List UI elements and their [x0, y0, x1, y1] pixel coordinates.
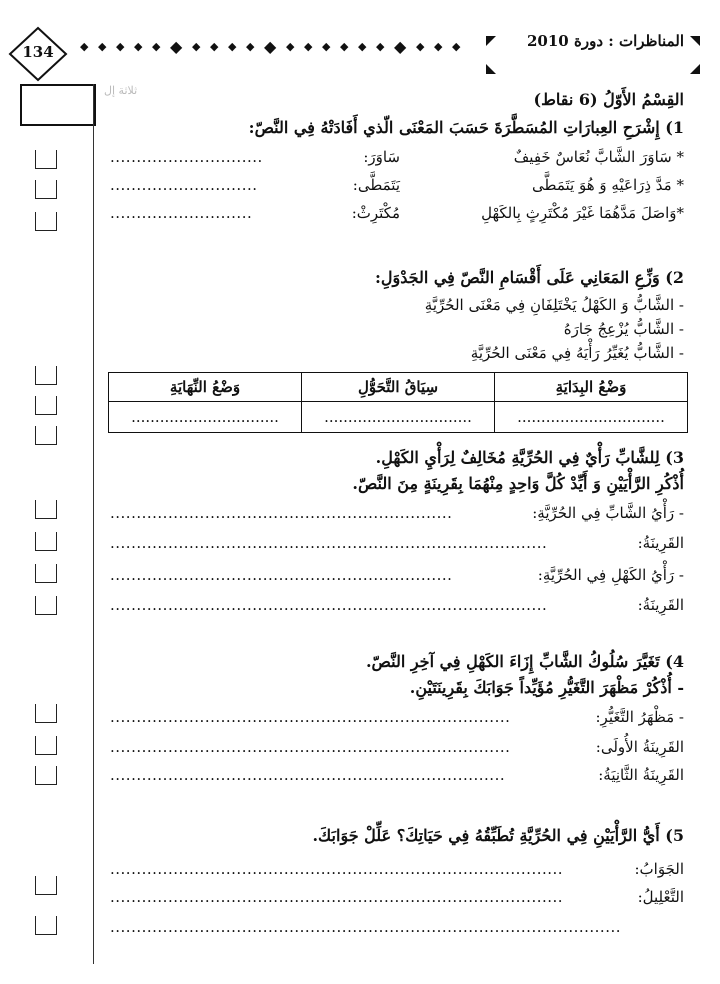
q3-line-label: - رَأْيُ الشَّابِّ فِي الحُرِّيَّةِ: [532, 504, 684, 522]
diamond-ornament: ◆ [358, 40, 367, 53]
q2-meaning-item: - الشَّابُّ يُغَيِّرُ رَأْيَهُ فِي مَعْنَى الحُرِّيَّةِ [470, 344, 684, 362]
section-title: القِسْمُ الأَوّلُ (6 نقاط) [533, 90, 684, 109]
grading-mark [35, 396, 57, 415]
diamond-ornament: ◆ [80, 40, 89, 53]
q4-line-label: - مَظْهَرُ التَّغَيُّرِ: [595, 708, 684, 726]
header-corner-mark [690, 64, 700, 74]
margin-line [93, 84, 94, 964]
q1-word: يَتَمَطَّى: [352, 176, 400, 194]
header-title: المناظرات : دورة 2010 [527, 32, 684, 50]
diamond-ornament: ◆ [98, 40, 107, 53]
diamond-ornament: ◆ [376, 40, 385, 53]
page-number: 134 [22, 43, 54, 61]
q3-answer-line: ................................................................. [110, 566, 453, 584]
q3-line-label: القَرِينَةُ: [637, 534, 684, 552]
q1-answer-line: ........................... [110, 204, 253, 222]
grading-mark [35, 212, 57, 231]
q3-answer-line: ................................................................. [110, 504, 453, 522]
question-3-heading: 3) لِلشَّابِّ رَأْيٌ فِي الحُرِّيَّةِ مُخَالِفٌ لِرَأْيِ الكَهْلِ. [375, 448, 684, 467]
grading-mark [35, 366, 57, 385]
q4-line-label: القَرِينَةُ الثَّانِيَةُ: [598, 766, 684, 784]
q2-meaning-item: - الشَّابُّ وَ الكَهْلُ يَخْتَلِفَانِ فِي مَعْنَى الحُرِّيَّةِ [424, 296, 684, 314]
grading-mark [35, 704, 57, 723]
diamond-ornament: ◆ [340, 40, 349, 53]
diamond-ornament: ◆ [452, 40, 461, 53]
grading-mark [35, 564, 57, 583]
q4-answer-line: ............................................................................ [110, 708, 511, 726]
diamond-ornament: ◆ [170, 37, 183, 56]
grading-mark [35, 876, 57, 895]
diamond-ornament: ◆ [152, 40, 161, 53]
table-header-cell: سِيَاقُ التَّحَوُّلِ [302, 373, 495, 402]
question-4-subheading: - أُذْكُرْ مَظْهَرَ التَّغَيُّرِ مُؤَيِّداً جَوَابَكَ بِقَرِينَتَيْنِ. [409, 678, 684, 697]
q3-answer-line: ................................................................................... [110, 534, 548, 552]
diamond-ornament: ◆ [210, 40, 219, 53]
diamond-ornament: ◆ [434, 40, 443, 53]
table-row [109, 402, 688, 433]
question-3-subheading: أُذْكُرِ الرَّأْيَيْنِ وَ أَيِّدْ كُلَّ وَاحِدٍ مِنْهُمَا بِقَرِينَةٍ مِنَ النَّصّ. [352, 474, 684, 493]
q1-answer-line: ............................. [110, 148, 263, 166]
question-4-heading: 4) تَغَيَّرَ سُلُوكُ الشَّابِّ إِزَاءَ الكَهْلِ فِي آخِرِ النَّصّ. [365, 652, 684, 671]
table-header-cell: وَضْعُ النِّهَايَةِ [109, 373, 302, 402]
table-answer-cell: ............................... [302, 402, 495, 433]
score-box [20, 84, 96, 126]
q4-line-label: القَرِينَةُ الأُولَى: [595, 738, 684, 756]
table-header-row [109, 373, 688, 402]
question-2-heading: 2) وَزِّعِ المَعَانِي عَلَى أَقْسَامِ النَّصّ فِي الجَدْوَلِ: [374, 268, 684, 287]
table-answer-cell: ............................... [109, 402, 302, 433]
q5-answer-line: ...................................................................................... [110, 888, 564, 906]
grading-mark [35, 500, 57, 519]
question-1-heading: 1) إِشْرَحِ العِبارَاتِ المُسَطَّرَةَ حَسَبَ المَعْنَى الّذي أَفَادَتْهُ فِي النَّصّ: [248, 118, 684, 137]
grading-mark [35, 150, 57, 169]
diamond-ornament: ◆ [304, 40, 313, 53]
q5-answer-line: ................................................................................................. [110, 918, 622, 936]
grading-mark [35, 180, 57, 199]
q5-answer-line: ...................................................................................... [110, 860, 564, 878]
q4-answer-line: ............................................................................ [110, 738, 511, 756]
grading-mark [35, 916, 57, 935]
q3-answer-line: ................................................................................... [110, 596, 548, 614]
q1-word: سَاوَرَ: [363, 148, 400, 166]
bleed-through-text: ثلاثة إل [104, 84, 138, 97]
diamond-ornament: ◆ [264, 37, 277, 56]
q4-answer-line: ........................................................................... [110, 766, 506, 784]
header-corner-mark [486, 36, 496, 46]
q5-line-label: التَّعْلِيلُ: [637, 888, 684, 906]
q1-answer-line: ............................ [110, 176, 258, 194]
diamond-ornament: ◆ [416, 40, 425, 53]
header-corner-mark [690, 36, 700, 46]
q1-phrase: *وَاصَلَ مَدَّهُمَا غَيْرَ مُكْتَرِثٍ بِالكَهْلِ [481, 204, 684, 222]
diamond-ornament: ◆ [246, 40, 255, 53]
diamond-ornament: ◆ [134, 40, 143, 53]
distribution-table [108, 372, 688, 433]
diamond-ornament: ◆ [192, 40, 201, 53]
diamond-ornament: ◆ [286, 40, 295, 53]
grading-mark [35, 426, 57, 445]
diamond-ornament: ◆ [116, 40, 125, 53]
q3-line-label: القَرِينَةُ: [637, 596, 684, 614]
q2-meaning-item: - الشَّابُّ يُزْعِجُ جَارَهُ [563, 320, 684, 338]
table-answer-cell: ............................... [495, 402, 688, 433]
header-corner-mark [486, 64, 496, 74]
grading-mark [35, 596, 57, 615]
decorative-diamond-border [80, 37, 480, 60]
q1-word: مُكْتَرِثْ: [351, 204, 400, 222]
diamond-ornament: ◆ [394, 37, 407, 56]
q1-phrase: * مَدَّ ذِرَاعَيْهِ وَ هُوَ يَتَمَطَّى [532, 176, 684, 194]
question-5-heading: 5) أَيُّ الرَّأْيَيْنِ فِي الحُرِّيَّةِ تُطَبِّقُهُ فِي حَيَاتِكَ؟ عَلِّلْ جَوَابَكَ. [312, 826, 684, 845]
q5-line-label: الجَوَابُ: [634, 860, 684, 878]
diamond-ornament: ◆ [228, 40, 237, 53]
q3-line-label: - رَأْيُ الكَهْلِ فِي الحُرِّيَّةِ: [537, 566, 684, 584]
grading-mark [35, 766, 57, 785]
diamond-ornament: ◆ [322, 40, 331, 53]
q1-phrase: * سَاوَرَ الشَّابَّ نُعَاسٌ خَفِيفٌ [513, 148, 684, 166]
grading-mark [35, 736, 57, 755]
grading-mark [35, 532, 57, 551]
table-header-cell: وَضْعُ البِدَايَةِ [495, 373, 688, 402]
